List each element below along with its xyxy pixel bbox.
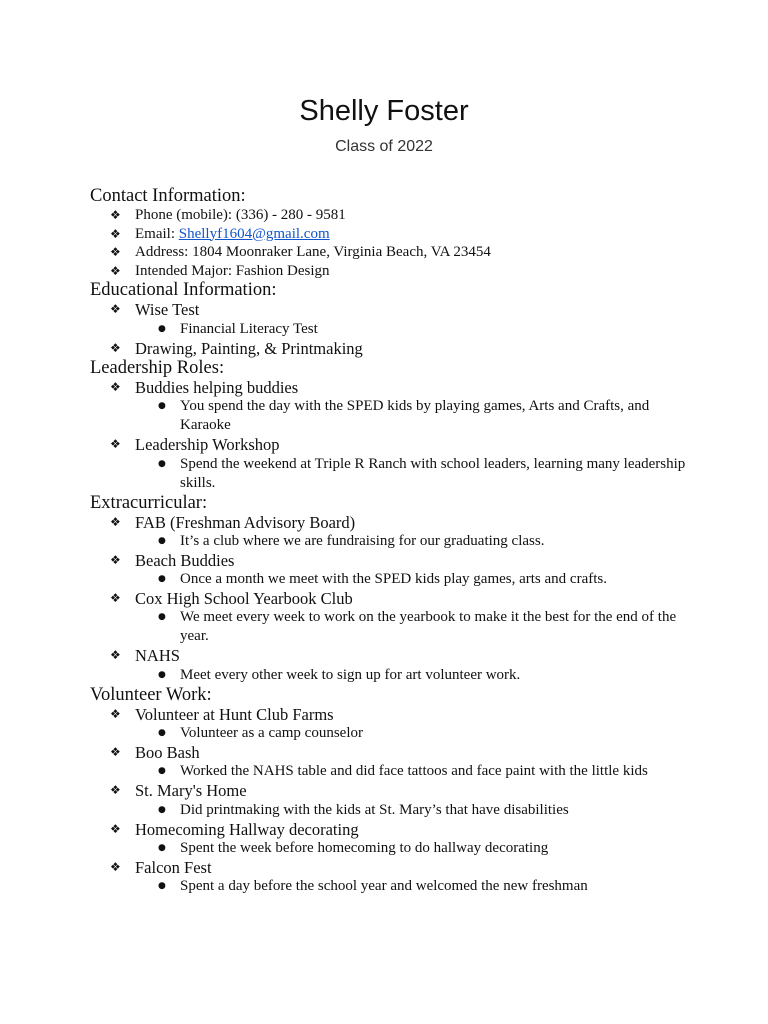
item-label: Boo Bash: [135, 743, 200, 763]
dot-bullet-icon: ●: [158, 766, 166, 777]
section-heading-leadership: Leadership Roles:: [90, 357, 225, 378]
sub-list-item: [90, 570, 690, 589]
item-detail: Worked the NAHS table and did face tattoos and face paint with the little kids: [180, 763, 648, 780]
item-label: NAHS: [135, 646, 180, 666]
list-item: [90, 551, 690, 570]
list-item: [90, 435, 690, 454]
phone-text: Phone (mobile): (336) - 280 - 9581: [135, 207, 346, 223]
section-heading-extracurricular: Extracurricular:: [90, 492, 208, 513]
sub-list-item: [90, 532, 690, 551]
section-heading-contact: Contact Information:: [90, 186, 246, 206]
item-label: Cox High School Yearbook Club: [135, 589, 353, 609]
dot-bullet-icon: ●: [158, 458, 166, 469]
diamond-bullet-icon: ❖: [110, 859, 121, 874]
diamond-bullet-icon: ❖: [110, 379, 121, 394]
resume-body: [90, 186, 690, 896]
list-item: [90, 339, 690, 358]
sub-list-item: [90, 839, 690, 858]
item-detail: You spend the day with the SPED kids by playing games, Arts and Crafts, and Karaoke: [180, 398, 650, 434]
diamond-bullet-icon: ❖: [110, 648, 121, 663]
diamond-bullet-icon: ❖: [110, 783, 121, 798]
item-label: FAB (Freshman Advisory Board): [135, 512, 356, 532]
diamond-bullet-icon: ❖: [110, 340, 121, 355]
sub-list-item: [90, 320, 690, 339]
diamond-bullet-icon: ❖: [110, 706, 121, 721]
list-item: [90, 646, 690, 665]
diamond-bullet-icon: ❖: [110, 302, 121, 317]
list-item: [90, 781, 690, 800]
item-label: Leadership Workshop: [135, 435, 280, 455]
email-link[interactable]: Shellyf1604@gmail.com: [178, 225, 330, 242]
section-heading-education: Educational Information:: [90, 280, 277, 301]
address-text: Address: 1804 Moonraker Lane, Virginia Beach, VA 23454: [135, 244, 491, 261]
list-item: [90, 858, 690, 877]
item-detail: We meet every week to work on the yearbook to make it the best for the end of the year.: [180, 609, 677, 645]
list-item: [90, 378, 690, 397]
dot-bullet-icon: ●: [158, 401, 166, 412]
diamond-bullet-icon: ❖: [110, 208, 121, 222]
item-detail: Did printmaking with the kids at St. Mary’s that have disabilities: [180, 801, 569, 818]
dot-bullet-icon: ●: [158, 881, 166, 892]
item-detail: Once a month we meet with the SPED kids play games, arts and crafts.: [180, 571, 607, 588]
diamond-bullet-icon: ❖: [110, 245, 121, 260]
sub-list-item: [90, 724, 690, 743]
diamond-bullet-icon: ❖: [110, 226, 121, 241]
dot-bullet-icon: ●: [158, 804, 166, 815]
item-label: Wise Test: [135, 300, 200, 320]
list-item: [90, 705, 690, 724]
list-item-major: [90, 262, 690, 281]
dot-bullet-icon: ●: [158, 574, 166, 585]
dot-bullet-icon: ●: [158, 612, 166, 623]
class-year: Class of 2022: [335, 138, 433, 155]
item-detail: Spend the weekend at Triple R Ranch with school leaders, learning many leadership skills.: [180, 455, 686, 491]
list-item: [90, 589, 690, 608]
item-label: Homecoming Hallway decorating: [135, 819, 359, 839]
list-item-email: [90, 225, 690, 244]
major-text: Intended Major: Fashion Design: [135, 262, 330, 279]
sub-list-item: [90, 666, 690, 685]
diamond-bullet-icon: ❖: [110, 745, 121, 760]
sub-list-item: [90, 801, 690, 820]
item-detail: Spent a day before the school year and welcomed the new freshman: [180, 878, 588, 895]
item-label: Buddies helping buddies: [135, 377, 299, 397]
dot-bullet-icon: ●: [158, 535, 166, 546]
dot-bullet-icon: ●: [158, 323, 166, 334]
item-label: St. Mary's Home: [135, 781, 247, 801]
list-item: [90, 743, 690, 762]
item-label: Falcon Fest: [135, 857, 212, 877]
dot-bullet-icon: ●: [158, 728, 166, 739]
sub-list-item: [90, 397, 690, 435]
sub-list-item: [90, 762, 690, 781]
resume-name: Shelly Foster: [299, 95, 469, 127]
section-heading-volunteer: Volunteer Work:: [90, 684, 212, 705]
item-detail: Spent the week before homecoming to do hallway decorating: [180, 839, 549, 856]
list-item: [90, 513, 690, 532]
list-item: [90, 300, 690, 319]
diamond-bullet-icon: ❖: [110, 514, 121, 529]
list-item-phone: [90, 206, 690, 225]
dot-bullet-icon: ●: [158, 669, 166, 680]
item-detail: Meet every other week to sign up for art volunteer work.: [180, 666, 521, 683]
sub-list-item: [90, 455, 690, 493]
diamond-bullet-icon: ❖: [110, 552, 121, 567]
diamond-bullet-icon: ❖: [110, 437, 121, 452]
item-detail: It’s a club where we are fundraising for our graduating class.: [180, 532, 545, 549]
item-label: Drawing, Painting, & Printmaking: [135, 338, 363, 358]
diamond-bullet-icon: ❖: [110, 263, 121, 278]
email-label: Email:: [135, 225, 179, 242]
item-label: Beach Buddies: [135, 550, 235, 570]
item-label: Volunteer at Hunt Club Farms: [135, 704, 334, 724]
sub-list-item: [90, 877, 690, 896]
diamond-bullet-icon: ❖: [110, 591, 121, 606]
sub-list-item: [90, 608, 690, 646]
dot-bullet-icon: ●: [158, 842, 166, 853]
diamond-bullet-icon: ❖: [110, 821, 121, 836]
item-detail: Volunteer as a camp counselor: [180, 725, 363, 742]
list-item-address: [90, 243, 690, 262]
item-detail: Financial Literacy Test: [180, 320, 318, 337]
list-item: [90, 820, 690, 839]
